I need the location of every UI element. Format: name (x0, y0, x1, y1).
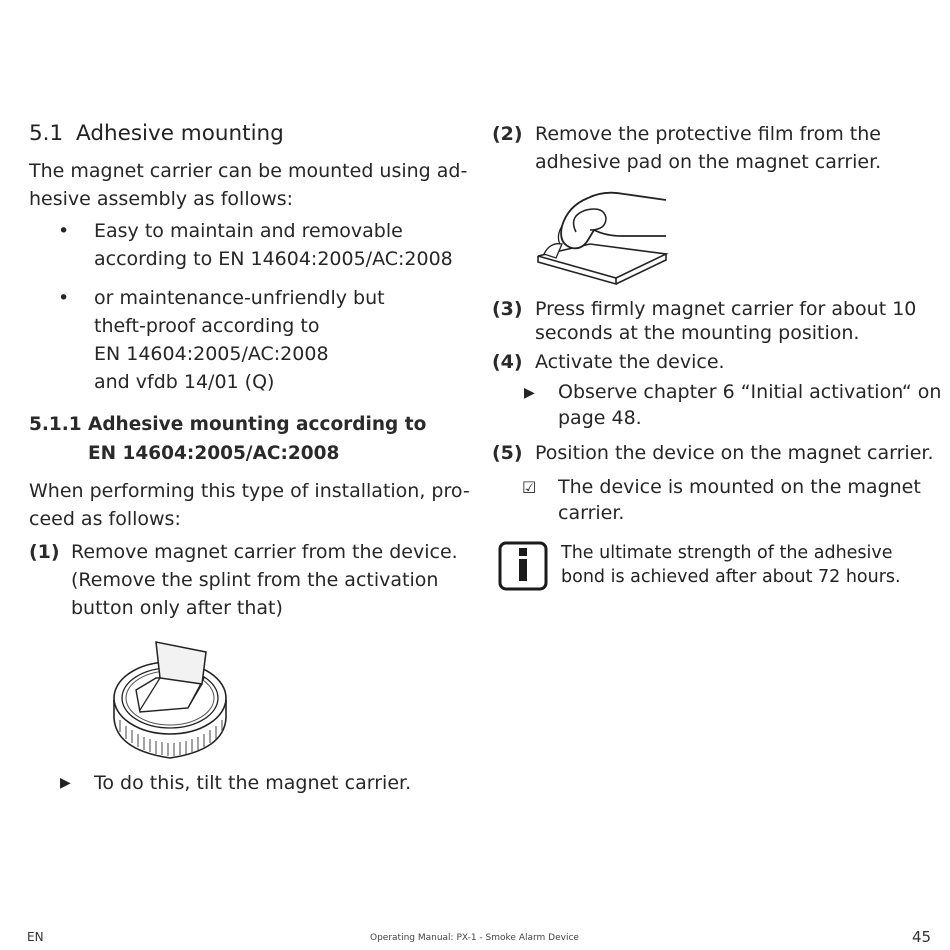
step-line: button only after that) (71, 597, 283, 619)
step-line: (Remove the splint from the activation (71, 569, 439, 591)
step-number: (5) (492, 442, 523, 464)
section-title: Adhesive mounting (76, 121, 284, 146)
step-line: seconds at the mounting position. (535, 322, 860, 344)
result-checkbox-icon: ☑ (522, 478, 537, 497)
step-line: adhesive pad on the magnet carrier. (535, 151, 882, 173)
action-text: To do this, tilt the magnet carrier. (94, 772, 412, 794)
bullet-line: EN 14604:2005/AC:2008 (94, 343, 329, 365)
bullet-line: according to EN 14604:2005/AC:2008 (94, 248, 453, 270)
action-line: Observe chapter 6 “Initial activation“ on (558, 381, 942, 403)
footer-language: EN (27, 930, 44, 944)
page-number: 45 (912, 928, 932, 946)
step-line: Position the device on the magnet carrier. (535, 442, 934, 464)
procedure-line: When performing this type of installation, pro- (29, 480, 470, 502)
step-line: Remove the protective film from the (535, 123, 881, 145)
bullet-line: and vfdb 14/01 (Q) (94, 371, 275, 393)
step-number: (2) (492, 123, 523, 145)
step-line: Press firmly magnet carrier for about 10 (535, 298, 917, 320)
intro-line: The magnet carrier can be mounted using ad- (29, 160, 468, 182)
step-number: (3) (492, 298, 523, 320)
result-line: carrier. (558, 502, 625, 524)
film-removal-illustration (532, 186, 672, 286)
bullet-line: or maintenance-unfriendly but (94, 287, 385, 309)
bullet-line: Easy to maintain and removable (94, 220, 403, 242)
action-line: page 48. (558, 407, 642, 429)
bullet-marker: • (58, 220, 70, 242)
info-icon (498, 541, 550, 593)
procedure-line: ceed as follows: (29, 508, 181, 530)
action-arrow-icon: ▶ (60, 775, 71, 791)
note-line: bond is achieved after about 72 hours. (561, 567, 901, 587)
action-arrow-icon: ▶ (524, 385, 535, 401)
procedure-paragraph (29, 477, 470, 533)
step-line: Remove magnet carrier from the device. (71, 541, 458, 563)
result-line: The device is mounted on the magnet (558, 476, 921, 498)
subsection-title-line: EN 14604:2005/AC:2008 (88, 443, 340, 464)
bullet-marker: • (58, 287, 70, 309)
step-number: (4) (492, 351, 523, 373)
note-line: The ultimate strength of the adhesive (561, 543, 893, 563)
bullet-line: theft-proof according to (94, 315, 320, 337)
subsection-number: 5.1.1 (29, 414, 82, 435)
intro-line: hesive assembly as follows: (29, 188, 294, 210)
step-line: Activate the device. (535, 351, 725, 373)
section-number: 5.1 (29, 121, 64, 146)
intro-paragraph (29, 157, 467, 213)
footer-document-title: Operating Manual: PX-1 - Smoke Alarm Device (370, 933, 579, 943)
step-number: (1) (29, 541, 60, 563)
magnet-carrier-illustration (110, 638, 230, 763)
section-heading (29, 121, 284, 146)
subsection-title-line: Adhesive mounting according to (88, 414, 427, 435)
